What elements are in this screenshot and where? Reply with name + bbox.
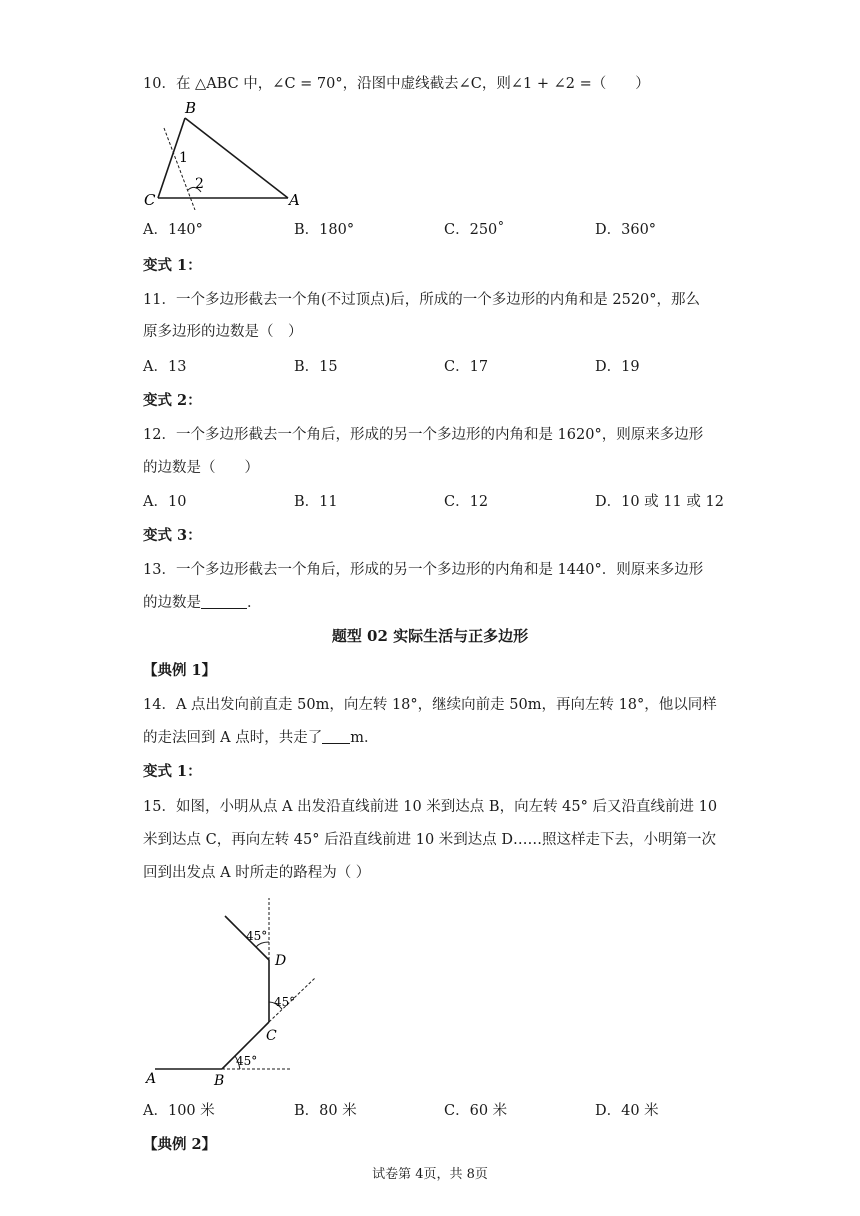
q10-option-a[interactable]: A．140° [143,222,203,238]
q10-option-c[interactable]: C．250˚ [444,222,505,238]
q10-option-d[interactable]: D．360° [595,222,657,238]
q15-option-a[interactable]: A．100 米 [143,1103,215,1119]
q15-line1: 15．如图，小明从点 A 出发沿直线前进 10 米到达点 B，向左转 45° 后又沿直线前进 10 [143,799,718,815]
q13-answer-blank[interactable] [201,594,247,609]
fig15-label-a: A [146,1071,157,1087]
variant-1b-label: 变式 1： [143,763,202,780]
q12-option-c[interactable]: C．12 [444,494,489,510]
q10-text: 10．在 △ABC 中，∠C = 70°，沿图中虚线截去∠C，则∠1 + ∠2 =（ ） [143,76,650,92]
q14-answer-blank[interactable] [322,729,350,744]
q13-line2-prefix: 的边数是 [143,595,201,611]
variant-1-label: 变式 1： [143,257,202,274]
fig15-angle-label-d: 45° [246,929,268,943]
q11-line1: 11．一个多边形截去一个角(不过顶点)后，所成的一个多边形的内角和是 2520°，那么 [143,292,701,308]
q11-line2: 原多边形的边数是（ ） [143,324,303,340]
q11-option-d[interactable]: D．19 [595,359,640,375]
q14-line2-prefix: 的走法回到 A 点时，共走了 [143,730,323,746]
q14-line1: 14．A 点出发向前直走 50m，向左转 18°，继续向前走 50m，再向左转 18°，他以同样 [143,697,717,713]
section-heading: 题型 02 实际生活与正多边形 [331,627,529,645]
q15-option-b[interactable]: B．80 米 [294,1103,357,1119]
q12-option-a[interactable]: A．10 [143,494,187,510]
q10-option-b[interactable]: B．180° [294,222,355,238]
q11-option-b[interactable]: B．15 [294,359,338,375]
q13-line2 [143,591,262,612]
q15-line2: 米到达点 C，再向左转 45° 后沿直线前进 10 米到达点 D……照这样走下去，小明第一次 [143,832,717,848]
q12-option-b[interactable]: B．11 [294,494,338,510]
q14-line2-suffix: m． [350,730,379,746]
fig15-label-c: C [266,1028,277,1044]
variant-3-label: 变式 3： [143,527,202,544]
q12-option-d[interactable]: D．10 或 11 或 12 [595,494,724,510]
q10-triangle-figure [138,98,308,210]
fig10-label-c: C [144,191,156,209]
q12-line2: 的边数是（ ） [143,460,259,476]
q15-option-d[interactable]: D．40 米 [595,1103,659,1119]
variant-2-label: 变式 2： [143,392,202,409]
q15-path-figure [140,898,340,1090]
fig10-label-b: B [185,99,197,117]
q13-line1: 13．一个多边形截去一个角后，形成的另一个多边形的内角和是 1440°．则原来多边形 [143,562,704,578]
fig10-label-a: A [289,191,300,209]
fig10-label-1: 1 [179,150,188,166]
fig15-angle-label-c: 45° [274,995,296,1009]
q14-line2 [143,726,378,747]
q11-option-a[interactable]: A．13 [143,359,187,375]
fig15-angle-label-b: 45° [236,1054,258,1068]
q15-line3: 回到出发点 A 时所走的路程为（ ） [143,865,371,881]
q15-option-c[interactable]: C．60 米 [444,1103,508,1119]
fig10-label-2: 2 [195,176,204,192]
fig15-label-d: D [275,953,287,969]
fig15-label-b: B [214,1073,225,1089]
q12-line1: 12．一个多边形截去一个角后，形成的另一个多边形的内角和是 1620°，则原来多边形 [143,427,704,443]
q13-line2-suffix: ． [247,595,262,611]
page-footer: 试卷第 4页，共 8页 [372,1167,488,1182]
q11-option-c[interactable]: C．17 [444,359,489,375]
example-1-label: 【典例 1】 [143,662,217,679]
example-2-label: 【典例 2】 [143,1136,217,1153]
